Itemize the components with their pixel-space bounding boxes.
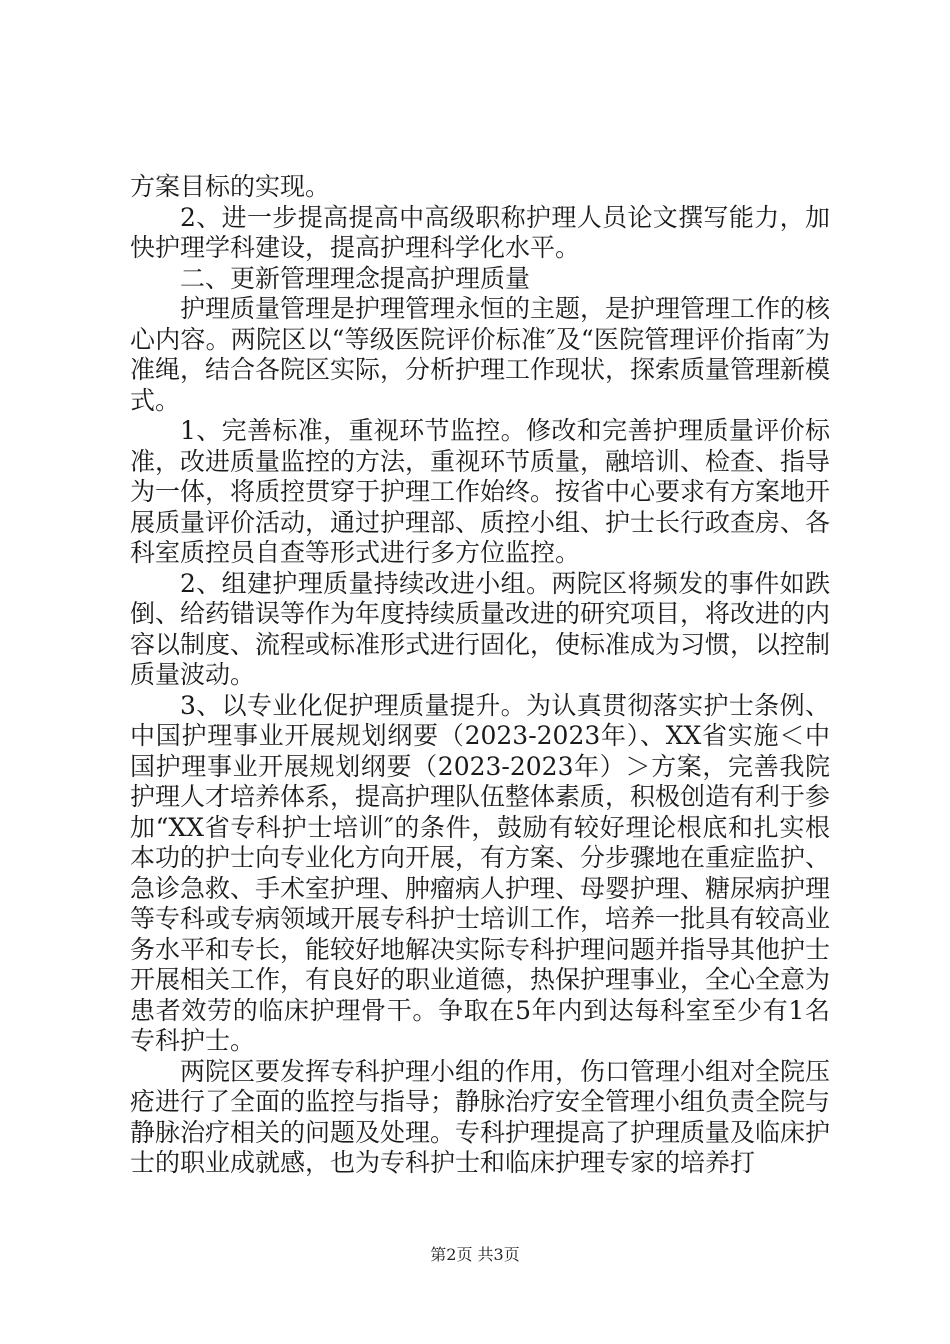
paragraph-7: 两院区要发挥专科护理小组的作用，伤口管理小组对全院压疮进行了全面的监控与指导；静脉治疗安全管理小组负责全院与静脉治疗相关的问题及处理。专科护理提高了护理质量及临床护士的职业成就感，也为专科护士和临床护理专家的培养打 — [130, 1056, 831, 1177]
paragraph-1: 方案目标的实现。 — [130, 172, 331, 201]
paragraph-4: 1、完善标准，重视环节监控。修改和完善护理质量评价标准，改进质量监控的方法，重视环节质量，融培训、检查、指导为一体，将质控贯穿于护理工作始终。按省中心要求有方案地开展质量评价活动，通过护理部、质控小组、护士长行政查房、各科室质控员自查等形式进行多方位监控。 — [130, 416, 831, 567]
paragraph-3: 护理质量管理是护理管理永恒的主题，是护理管理工作的核心内容。两院区以“等级医院评价标准″及“医院管理评价指南″为准绳，结合各院区实际，分析护理工作现状，探索质量管理新模式。 — [130, 294, 831, 415]
paragraph-6: 3、以专业化促护理质量提升。为认真贯彻落实护士条例、中国护理事业开展规划纲要（2023-2023年）、XX省实施＜中国护理事业开展规划纲要（2023-2023年）＞方案，完善我院护理人才培养体系，提高护理队伍整体素质，积极创造有利于参加“XX省专科护士培训″的条件，鼓励有较好理论根底和扎实根本功的护士向专业化方向开展，有方案、分步骤地在重症监护、急诊急救、手术室护理、肿瘤病人护理、母婴护理、糖尿病护理等专科或专病领域开展专科护士培训工作，培养一批具有较高业务水平和专长，能较好地解决实际专科护理问题并指导其他护士开展相关工作，有良好的职业道德，热保护理事业，全心全意为患者效劳的临床护理骨干。争取在5年内到达每科室至少有1名专科护士。 — [130, 690, 831, 1055]
page-footer: 第2页 共3页 — [430, 1245, 520, 1264]
paragraph-5: 2、组建护理质量持续改进小组。两院区将频发的事件如跌倒、给药错误等作为年度持续质量改进的研究项目，将改进的内容以制度、流程或标准形式进行固化，使标准成为习惯，以控制质量波动。 — [130, 568, 831, 689]
paragraph-2: 2、进一步提高提高中高级职称护理人员论文撰写能力，加快护理学科建设，提高护理科学化水平。 — [130, 202, 830, 262]
document-body — [130, 172, 830, 1179]
section-heading: 二、更新管理理念提高护理质量 — [180, 263, 531, 293]
